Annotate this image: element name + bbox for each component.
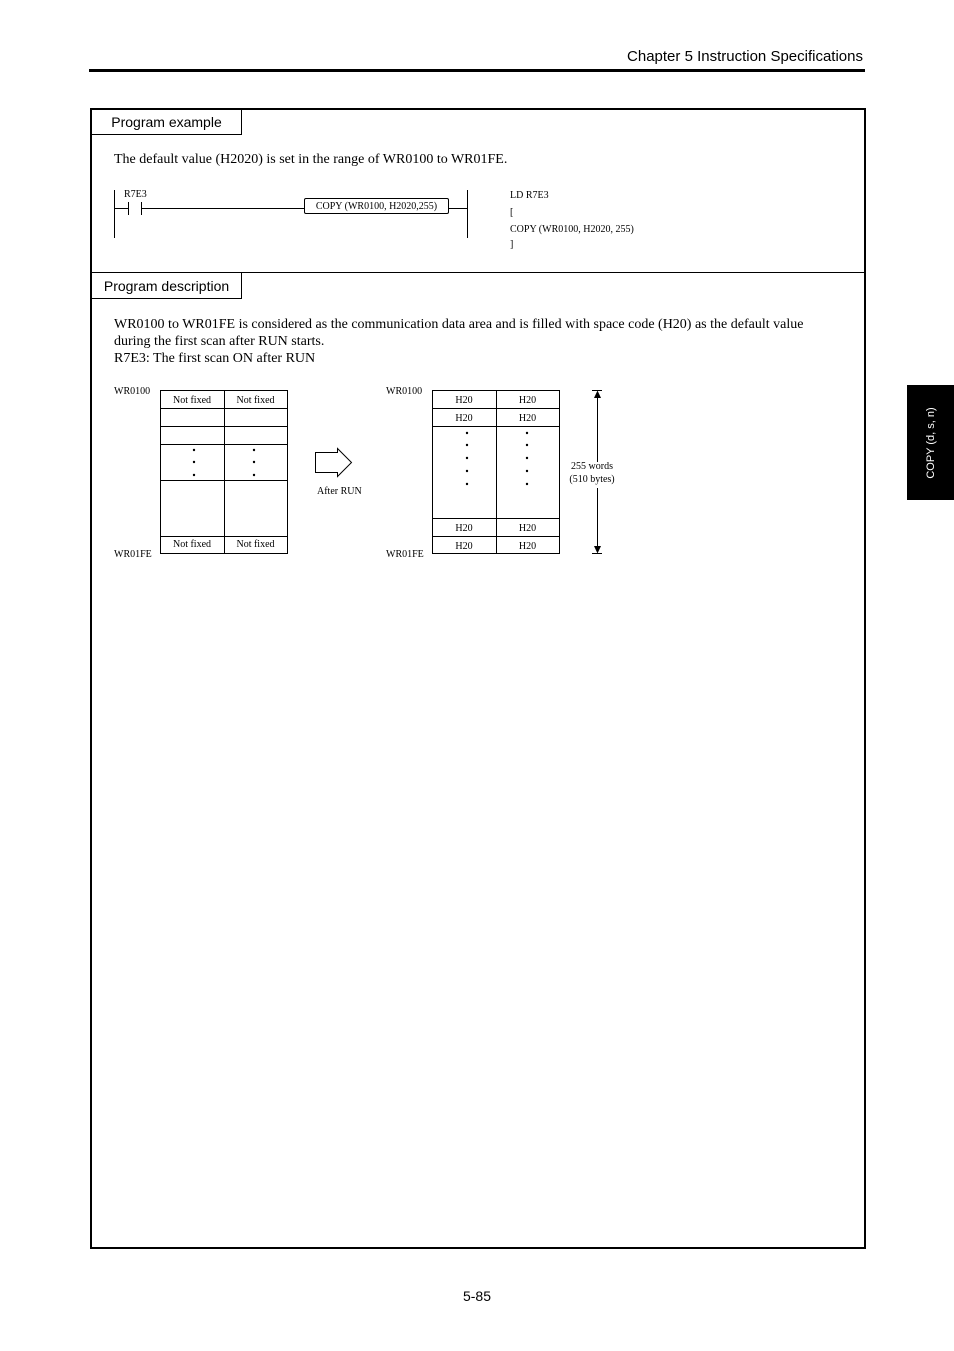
- before-cell: Not fixed: [172, 539, 212, 550]
- after-cell: H20: [518, 541, 537, 552]
- sidebar-section-tab: [907, 385, 954, 500]
- program-description-label: Program description: [92, 273, 242, 299]
- size-dimension-arrow: [592, 391, 602, 554]
- after-cell: H20: [518, 395, 537, 406]
- size-label-bytes: (510 bytes): [569, 474, 615, 485]
- after-cell: H20: [455, 523, 473, 534]
- contact-label: R7E3: [124, 189, 147, 200]
- description-line: R7E3: The first scan ON after RUN: [114, 351, 316, 366]
- copy-instruction-box: COPY (WR0100, H2020,255): [304, 198, 449, 214]
- dimension-arrowhead-down-icon: [594, 546, 601, 554]
- ladder-diagram: [0, 0, 954, 300]
- before-cell: Not fixed: [172, 395, 212, 406]
- before-table-grid: [161, 391, 288, 554]
- after-cell: H20: [455, 395, 473, 406]
- size-label-words: 255 words: [571, 461, 613, 472]
- after-cell: H20: [518, 523, 537, 534]
- after-run-label: After RUN: [317, 486, 362, 497]
- dimension-arrowhead-up-icon: [594, 391, 601, 399]
- code-line: COPY (WR0100, H2020, 255): [510, 224, 634, 235]
- code-line: ]: [510, 239, 514, 250]
- after-run-arrow-icon: [316, 449, 352, 477]
- code-line: LD R7E3: [510, 190, 549, 201]
- description-line: during the first scan after RUN starts.: [114, 334, 325, 349]
- after-cell: H20: [518, 413, 537, 424]
- page-number: 5-85: [462, 1288, 492, 1304]
- before-cell: Not fixed: [236, 539, 275, 550]
- chapter-header: Chapter 5 Instruction Specifications: [627, 48, 863, 65]
- description-line: WR0100 to WR01FE is considered as the communication data area and is filled with space code (H20) as the default value: [114, 317, 804, 332]
- program-example-label: Program example: [92, 110, 242, 135]
- after-bottom-address: WR01FE: [386, 549, 424, 560]
- after-cell: H20: [455, 413, 473, 424]
- before-cell: Not fixed: [236, 395, 275, 406]
- after-cell: H20: [455, 541, 473, 552]
- after-top-address: WR0100: [386, 386, 423, 397]
- before-top-address: WR0100: [114, 386, 151, 397]
- code-line: [: [510, 207, 514, 218]
- before-bottom-address: WR01FE: [114, 549, 152, 560]
- program-description-text: [114, 316, 839, 367]
- sidebar-tab-label: COPY (d, s, n): [924, 406, 937, 479]
- program-example-intro: The default value (H2020) is set in the range of WR0100 to WR01FE.: [114, 152, 508, 167]
